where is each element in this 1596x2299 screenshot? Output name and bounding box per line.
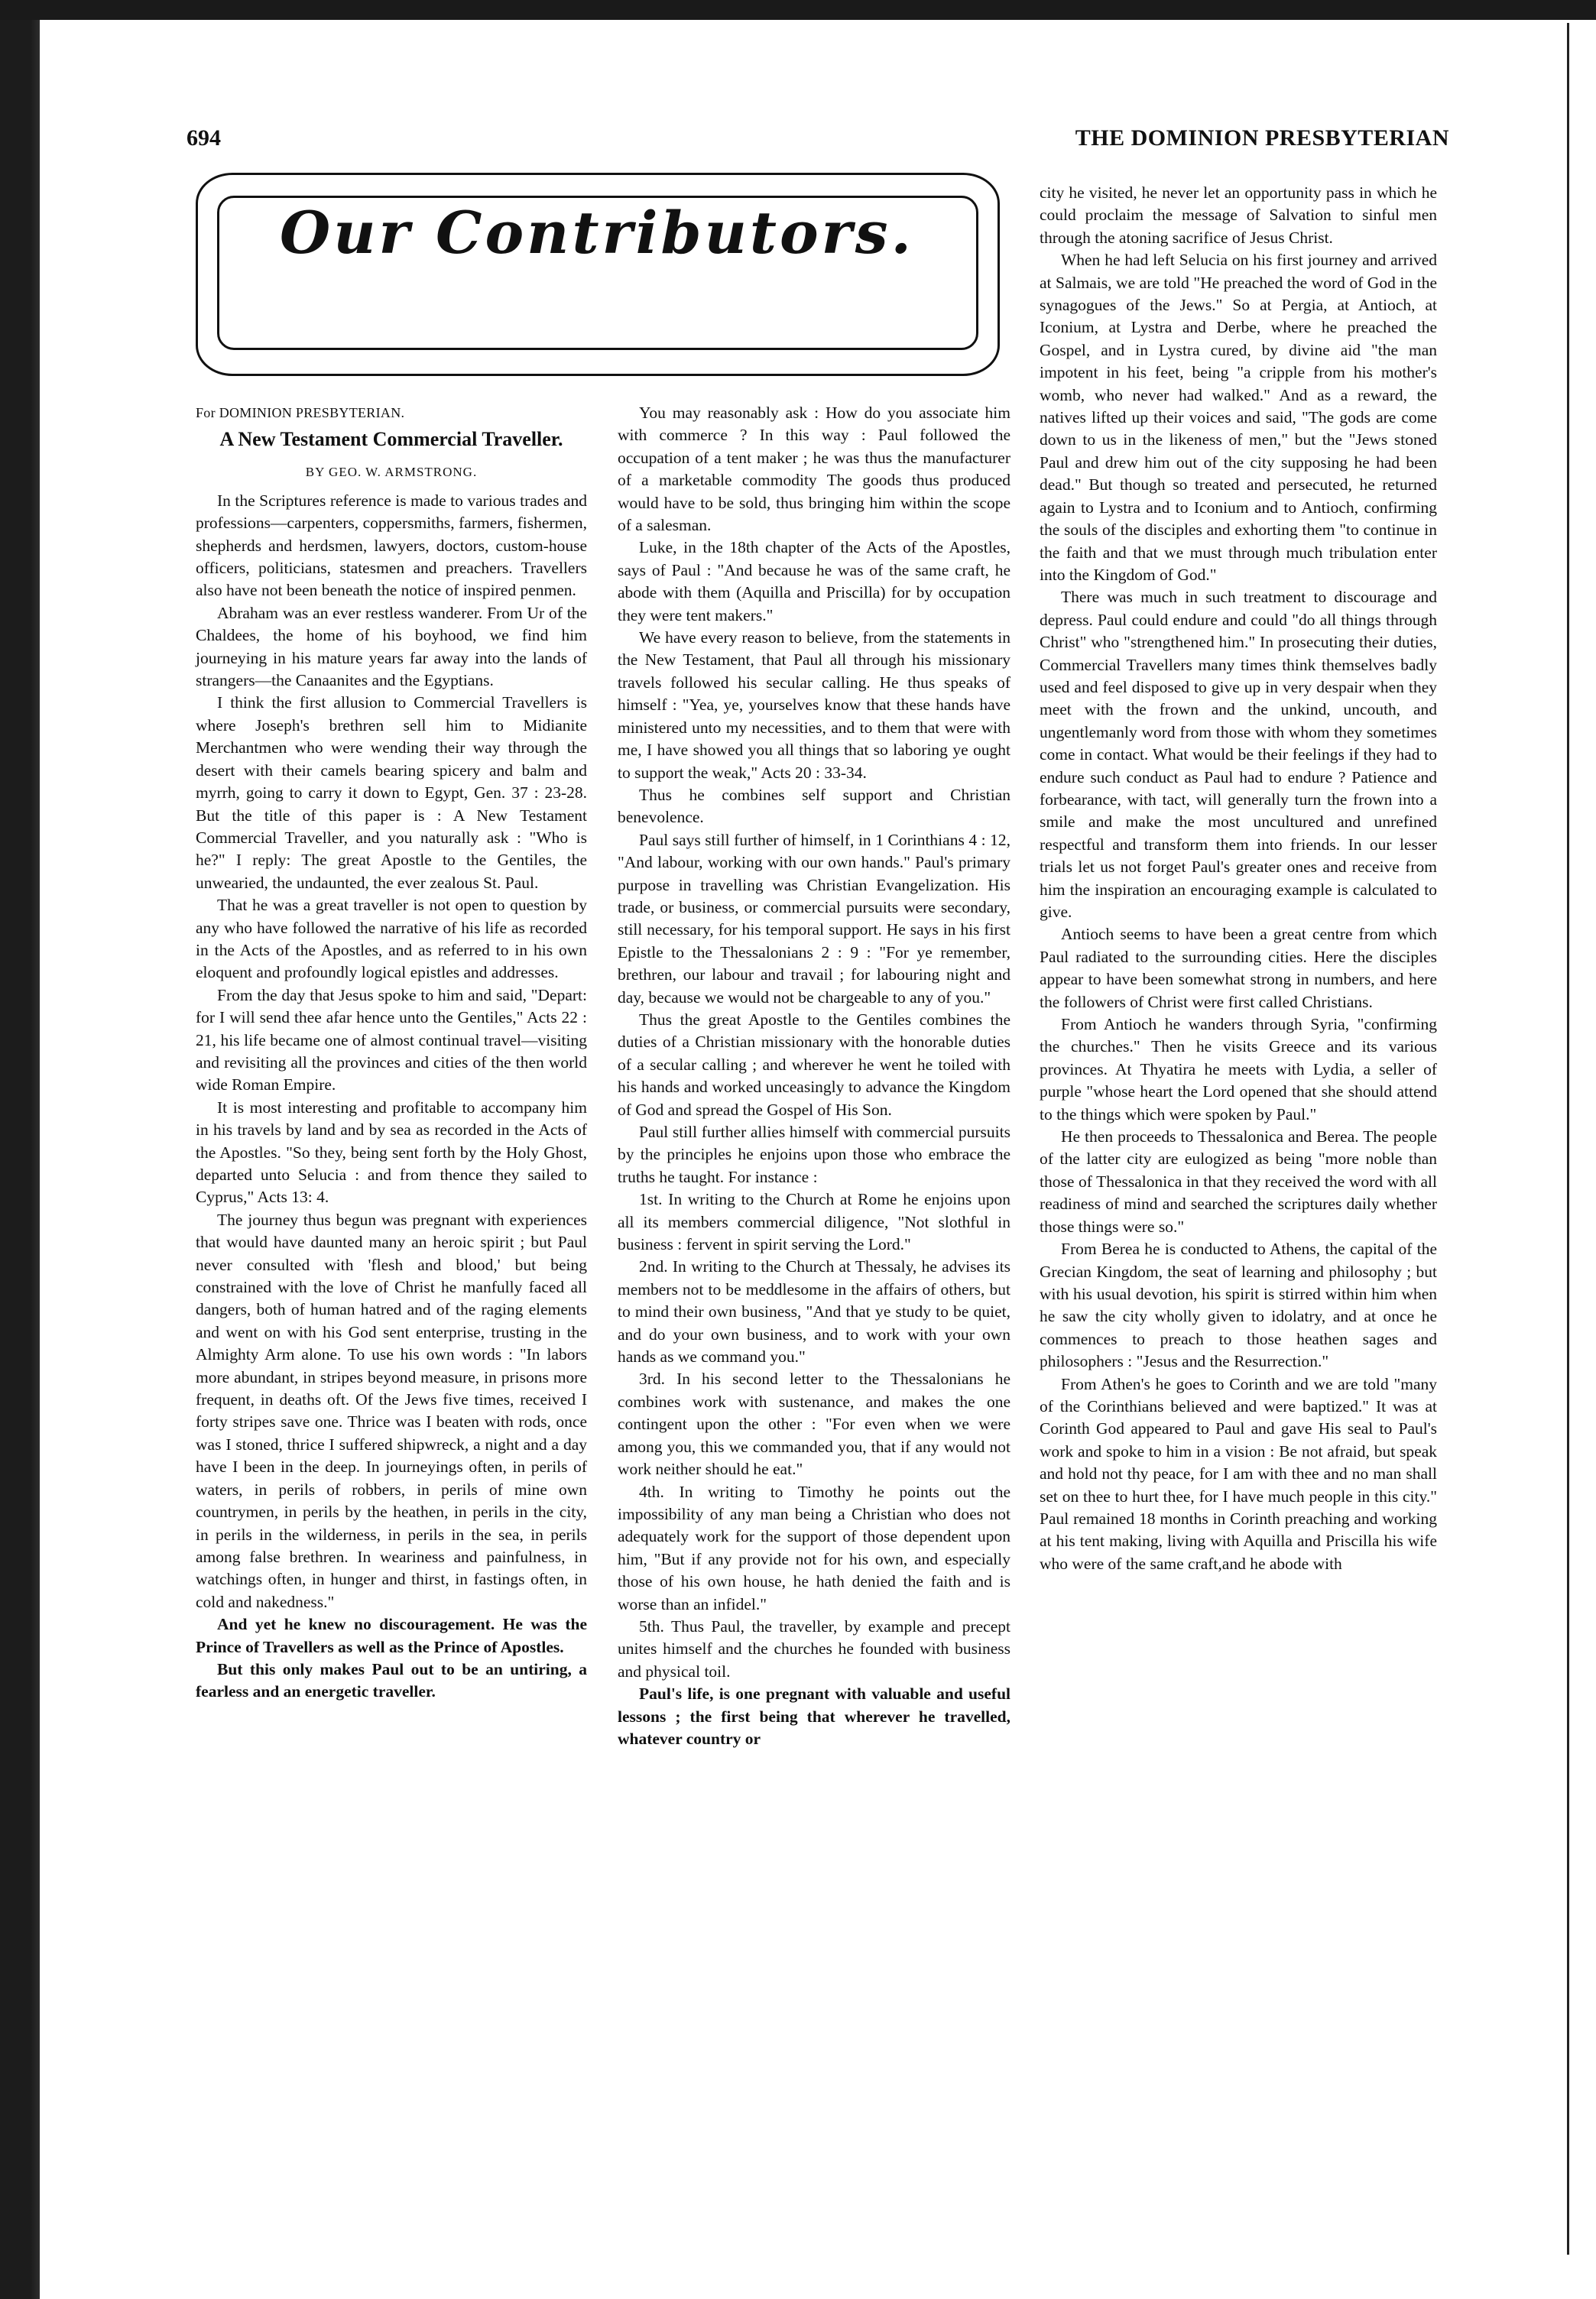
article-byline: BY GEO. W. ARMSTRONG.	[305, 465, 478, 480]
page-number: 694	[187, 125, 221, 151]
paragraph: There was much in such treatment to discourage and depress. Paul could endure and could "do all things through Christ" who "strengthened him." In prosecuting their duties, Commercial Travellers many times think themselves badly used and feel disposed to give up in very despair when they meet with the frown and the unkind, uncouth, and ungentlemanly word from those with whom they sometimes come in contact. What would be their feelings if they had to endure such conduct as Paul had to endure ? Patience and forbearance, with tact, will generally turn the frown into a smile and make the most uncultured and unrefined respectful and transform them into friends. In our lesser trials let us not forget Paul's greater ones and receive from him the inspiration an encouraging example is calculated to give.	[1040, 588, 1437, 921]
paragraph: You may reasonably ask : How do you associate him with commerce ? In this way : Paul followed the occupation of a tent maker ; he was thus the manufacturer of a marketable commodity The goods thus produced would have to be sold, thus bringing him within the scope of a salesman.	[618, 404, 1010, 535]
paragraph: I think the first allusion to Commercial Travellers is where Joseph's brethren sell him to Midianite Merchantmen who were wending their way through the desert with their camels bearing spicery and balm and myrrh, going to carry it down to Egypt, Gen. 37 : 23-28. But the title of this paper is : A New Testament Commercial Traveller, and you naturally ask : "Who is he?" I reply: The great Apostle to the Gentiles, the unwearied, the undaunted, the ever zealous St. Paul.	[196, 693, 587, 892]
paragraph: That he was a great traveller is not open to question by any who have followed the narrative of his life as recorded in the Acts of the Apostles, and as referred to in his own eloquent and profoundly logical epistles and addresses.	[196, 896, 587, 982]
paragraph: And yet he knew no discouragement. He was the Prince of Travellers as well as the Prince of Apostles.	[196, 1615, 587, 1656]
paragraph: Paul still further allies himself with commercial pursuits by the principles he enjoins upon those who embrace the truths he taught. For instance :	[618, 1123, 1010, 1186]
scan-border-left	[0, 0, 40, 2299]
running-head	[177, 122, 1449, 159]
paragraph: 1st. In writing to the Church at Rome he enjoins upon all its members commercial diligence, "Not slothful in business : fervent in spirit serving the Lord."	[618, 1190, 1010, 1254]
paragraph: 3rd. In his second letter to the Thessalonians he combines work with sustenance, and makes the one contingent upon the other : "For even when we were among you, this we commanded you, that if any would not work neither should he eat."	[618, 1370, 1010, 1479]
paragraph: 4th. In writing to Timothy he points out the impossibility of any man being a Christian who does not adequately work for the support of those dependent upon him, "But if any provide not for his own, and especially those of his own house, he hath denied the faith and is worse than an infidel."	[618, 1482, 1010, 1613]
page-edge-line	[1567, 23, 1569, 2255]
paragraph: In the Scriptures reference is made to various trades and professions—carpenters, coppersmiths, farmers, fishermen, shepherds and herdsmen, lawyers, doctors, custom-house officers, politicians, statesmen and preachers. Travellers also have not been beneath the notice of inspired penmen.	[196, 491, 587, 600]
paragraph: city he visited, he never let an opportunity pass in which he could proclaim the message of Salvation to sinful men through the atoning sacrifice of Jesus Christ.	[1040, 183, 1437, 247]
article-source: For DOMINION PRESBYTERIAN.	[196, 405, 405, 420]
paragraph: 5th. Thus Paul, the traveller, by example and precept unites himself and the churches he founded with business and physical toil.	[618, 1616, 1010, 1681]
paragraph: From Antioch he wanders through Syria, "confirming the churches." Then he visits Greece and its various provinces. At Thyatira he meets with Lydia, a seller of purple "whose heart the Lord opened that she should attend to the things which were spoken by Paul."	[1040, 1015, 1437, 1124]
column-3	[1040, 182, 1437, 1575]
paragraph: From the day that Jesus spoke to him and said, "Depart: for I will send thee afar hence unto the Gentiles," Acts 22 : 21, his life became one of almost continual travel—visiting and revisiting all the provinces and cities of the then world wide Roman Empire.	[196, 985, 587, 1094]
newspaper-page	[177, 92, 1449, 2232]
paragraph: He then proceeds to Thessalonica and Berea. The people of the latter city are eulogized as being "more noble than those of Thessalonica in that they received the word with all readiness of mind and searched the scriptures daily whether those things were so."	[1040, 1127, 1437, 1236]
paragraph: Luke, in the 18th chapter of the Acts of the Apostles, says of Paul : "And because he was of the same craft, he abode with them (Aquilla and Priscilla) for by occupation they were tent makers."	[618, 538, 1010, 624]
scan-border-top	[0, 0, 1596, 20]
paragraph: But this only makes Paul out to be an untiring, a fearless and an energetic traveller.	[196, 1659, 587, 1701]
paragraph: Antioch seems to have been a great centre from which Paul radiated to the surrounding cities. Here the disciples appear to have been somewhat strong in numbers, and here the followers of Christ were first called Christians.	[1040, 925, 1437, 1011]
paragraph: From Berea he is conducted to Athens, the capital of the Grecian Kingdom, the seat of learning and philosophy ; but with his usual devotion, his spirit is stirred within him when he saw the city wholly given to idolatry, and at once he commences to preach to those heathen sages and philosophers : "Jesus and the Resurrection."	[1040, 1240, 1437, 1371]
column-2	[618, 402, 1010, 1750]
paragraph: The journey thus begun was pregnant with experiences that would have daunted many an heroic spirit ; but Paul never consulted with 'flesh and blood,' but being constrained with the love of Christ he manfully faced all dangers, both of human hatred and of the raging elements and went on with his God sent enterprise, trusting in the Almighty Arm alone. To use his own words : "In labors more abundant, in stripes beyond measure, in prisons more frequent, in deaths oft. Of the Jews five times, received I forty stripes save one. Thrice was I beaten with rods, once was I stoned, thrice I suffered shipwreck, a night and a day have I been in the deep. In journeyings often, in perils of waters, in perils of robbers, in perils of mine own countrymen, in perils by the heathen, in perils in the city, in perils in the wilderness, in perils in the sea, in perils among false brethren. In weariness and painfulness, in watchings often, in hunger and thirst, in fastings often, in cold and nakedness."	[196, 1210, 587, 1611]
paragraph: Thus he combines self support and Christian benevolence.	[618, 785, 1010, 827]
paragraph: Paul says still further of himself, in 1 Corinthians 4 : 12, "And labour, working with our own hands." Paul's primary purpose in travelling was Christian Evangelization. His trade, or business, or commercial pursuits were secondary, still necessary, for his temporal support. He says in his first Epistle to the Thessalonians 2 : 9 : "For ye remember, brethren, our labour and travail ; for labouring night and day, because we would not be chargeable to any of you."	[618, 830, 1010, 1007]
paragraph: It is most interesting and profitable to accompany him in his travels by land and by sea as recorded in the Acts of the Apostles. "So they, being sent forth by the Holy Ghost, departed unto Selucia : and from thence they sailed to Cyprus," Acts 13: 4.	[196, 1098, 587, 1207]
paragraph: Paul's life, is one pregnant with valuable and useful lessons ; the first being that wherever he travelled, whatever country or	[618, 1685, 1010, 1748]
paragraph: From Athen's he goes to Corinth and we are told "many of the Corinthians believed and were baptized." It was at Corinth God appeared to Paul and gave His seal to Paul's work and spoke to him in a vision : Be not afraid, but speak and hold not thy peace, for I am with thee and no man shall set on thee to hurt thee, for I have much people in this city." Paul remained 18 months in Corinth preaching and working at his tent making, living with Aquilla and Priscilla his wife who were of the same craft,and he abode with	[1040, 1374, 1437, 1573]
section-banner	[196, 173, 998, 375]
paragraph: Thus the great Apostle to the Gentiles combines the duties of a Christian missionary with the honorable duties of a secular calling ; and wherever he went he toiled with his hands and worked unceasingly to advance the Kingdom of God and spread the Gospel of His Son.	[618, 1010, 1010, 1119]
paragraph: Abraham was an ever restless wanderer. From Ur of the Chaldees, the home of his boyhood, we find him journeying in his mature years far away into the lands of strangers—the Canaanites and the Egyptians.	[196, 603, 587, 690]
journal-title: THE DOMINION PRESBYTERIAN	[1075, 125, 1449, 151]
article-title: A New Testament Commercial Traveller.	[219, 428, 563, 451]
section-title: Our Contributors.	[280, 199, 914, 267]
paragraph: 2nd. In writing to the Church at Thessaly, he advises its members not to be meddlesome in the affairs of others, but to mind their own business, "And that ye study to be quiet, and do your own business, and to work with your own hands as we command you."	[618, 1257, 1010, 1367]
paragraph: We have every reason to believe, from the statements in the New Testament, that Paul all through his missionary travels followed his secular calling. He thus speaks of himself : "Yea, ye, yourselves know that these hands have ministered unto my necessities, and to them that were with me, I have showed you all things that so laboring ye ought to support the weak," Acts 20 : 33-34.	[618, 628, 1010, 782]
column-1	[196, 402, 587, 1704]
paragraph: When he had left Selucia on his first journey and arrived at Salmais, we are told "He preached the word of God in the synagogues of the Jews." So at Pergia, at Antioch, at Iconium, at Lystra and Derbe, where he preached the Gospel, and in Lystra cured, by divine aid "the man impotent in his feet, being "a cripple from his mother's womb, who never had walked." And as a reward, the natives lifted up their voices and said, "The gods are come down to us in the likeness of men," but the "Jews stoned Paul and drew him out of the city supposing he had been dead." But though so treated and persecuted, he returned again to Lystra and to Iconium and to Antioch, confirming the souls of the disciples and exhorting them "to continue in the faith and that we must through much tribulation enter into the Kingdom of God."	[1040, 251, 1437, 584]
